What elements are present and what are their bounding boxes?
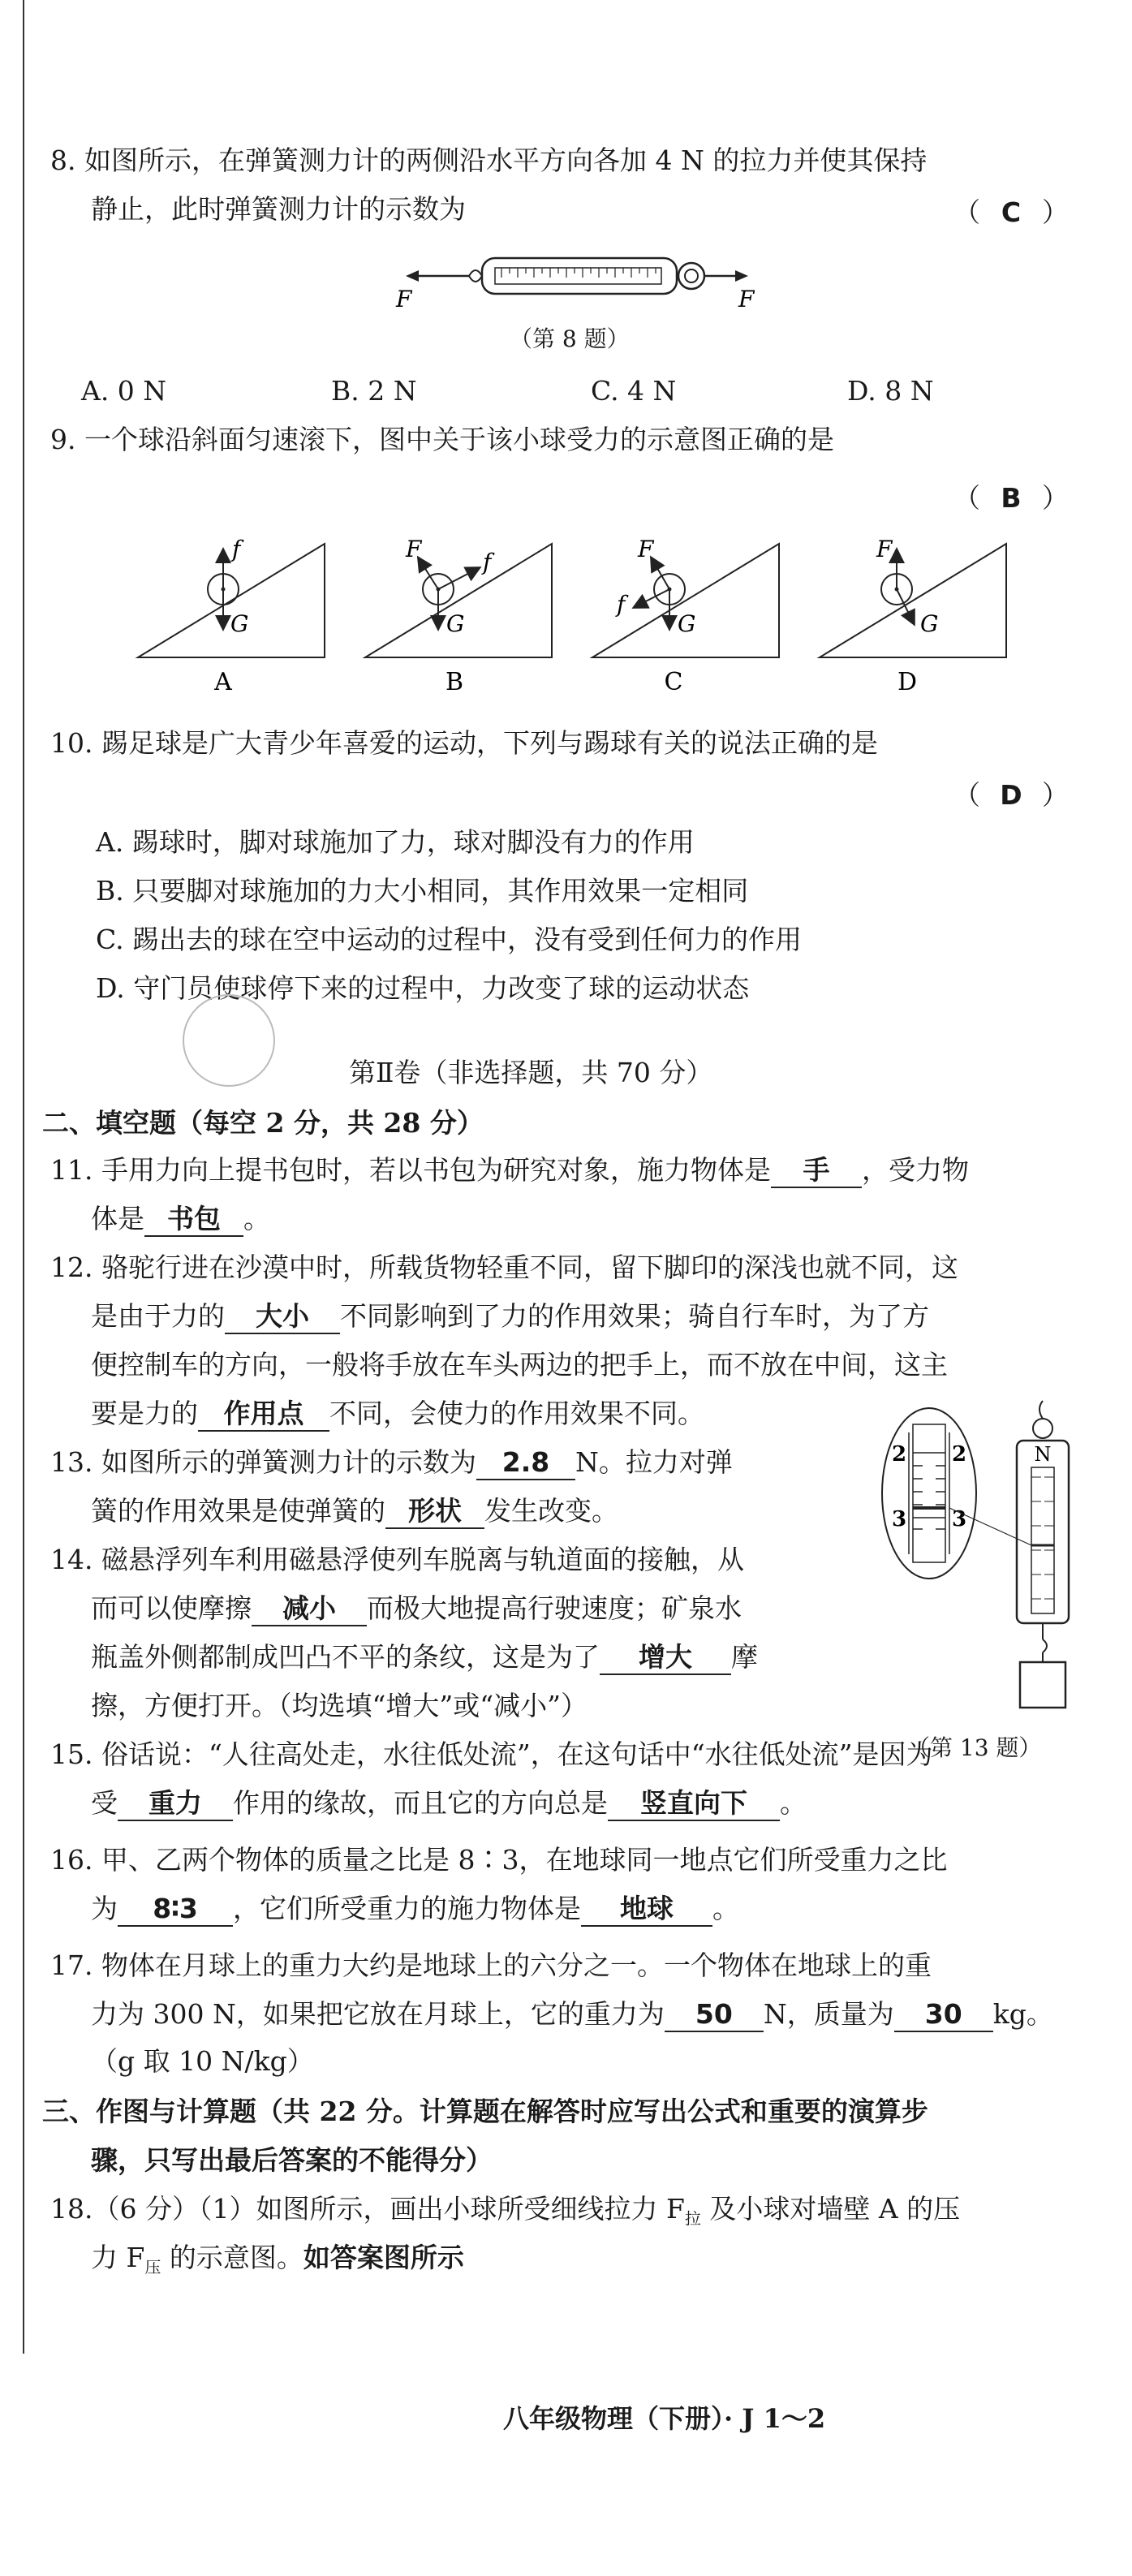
- q10-line1: 10. 踢足球是广大青少年喜爱的运动，下列与踢球有关的说法正确的是: [50, 727, 878, 759]
- q15-line1: 15. 俗话说：“人往高处走，水往低处流”，在这句话中“水往低处流”是因为: [50, 1738, 933, 1770]
- q8-option-a: A. 0 N: [81, 375, 167, 407]
- q15-answer-2: 竖直向下: [608, 1787, 780, 1821]
- q8-option-d: D. 8 N: [847, 375, 934, 407]
- q8-line1: 8. 如图所示，在弹簧测力计的两侧沿水平方向各加 4 N 的拉力并使其保持: [50, 144, 928, 176]
- q18-line2: 力 $F_压$ 的示意图。如答案图所示: [91, 2242, 464, 2277]
- svg-text:G: G: [446, 610, 465, 637]
- sec3-header-line1: 三、作图与计算题（共 22 分。计算题在解答时应写出公式和重要的演算步: [42, 2096, 928, 2127]
- q9-figure-d: [820, 536, 1006, 657]
- q9-answer-paren: （ B ）: [953, 482, 1069, 514]
- q10-option-a: A. 踢球时，脚对球施加了力，球对脚没有力的作用: [96, 826, 695, 858]
- q8-line2: 静止，此时弹簧测力计的示数为: [91, 193, 466, 225]
- page-footer: 八年级物理（下册）· J 1～2: [503, 2403, 826, 2434]
- margin-line: [23, 0, 24, 2354]
- q8-scale-window: [495, 268, 661, 284]
- svg-text:F: F: [406, 536, 422, 562]
- q8-ring-inner: [685, 269, 698, 282]
- svg-text:F: F: [638, 536, 654, 562]
- svg-text:f: f: [617, 591, 626, 618]
- q16-answer-1: 8∶3: [118, 1893, 233, 1927]
- svg-text:2: 2: [892, 1442, 907, 1467]
- q14-line1: 14. 磁悬浮列车利用磁悬浮使列车脱离与轨道面的接触，从: [50, 1544, 744, 1575]
- svg-text:G: G: [230, 610, 249, 637]
- q8-option-c: C. 4 N: [591, 375, 677, 407]
- q8-spring-scale-figure: [381, 235, 755, 317]
- q14-line3: 瓶盖外侧都制成凹凸不平的条纹，这是为了 增大 摩: [91, 1639, 758, 1675]
- q18-line1: 18.（6 分）（1）如图所示，画出小球所受细线拉力 $F_拉$ 及小球对墙壁 A 的压: [50, 2193, 961, 2229]
- q10-option-b: B. 只要脚对球施加的力大小相同，其作用效果一定相同: [96, 875, 749, 907]
- q16-line1: 16. 甲、乙两个物体的质量之比是 8∶3，在地球同一地点它们所受重力之比: [50, 1844, 948, 1876]
- q15-answer-1: 重力: [118, 1787, 233, 1821]
- q8-answer: C: [1001, 196, 1022, 228]
- q9-answer: B: [1001, 482, 1022, 514]
- svg-text:3: 3: [952, 1507, 967, 1531]
- svg-text:2: 2: [952, 1442, 967, 1467]
- q13-weight-block: [1020, 1662, 1065, 1708]
- q16-answer-2: 地球: [581, 1893, 712, 1927]
- q14-line4: 擦，方便打开。（均选填“增大”或“减小”）: [91, 1690, 588, 1721]
- svg-text:G: G: [920, 610, 939, 637]
- q13-answer-1: 2.8: [476, 1446, 575, 1480]
- q12-line3: 便控制车的方向，一般将手放在车头两边的把手上，而不放在中间，这主: [91, 1349, 948, 1381]
- q10-answer-paren: （ D ）: [953, 779, 1069, 811]
- q9-label-d: D: [897, 668, 918, 696]
- q9-label-b: B: [445, 668, 464, 696]
- q9-figure-a: [138, 536, 325, 657]
- sec3-header-line2: 骤，只写出最后答案的不能得分）: [91, 2144, 493, 2176]
- q11-answer-1: 手: [771, 1154, 862, 1188]
- q8-caption: （第 8 题）: [510, 325, 630, 352]
- q8-label-right: F: [738, 286, 755, 312]
- q13-caption: （第 13 题）: [907, 1734, 1042, 1761]
- q10-answer: D: [1000, 779, 1022, 811]
- q17-line3: （g 取 10 N/kg）: [91, 2045, 314, 2077]
- q8-right-arrowhead: [735, 270, 748, 282]
- q14-line2: 而可以使摩擦 减小 而极大地提高行驶速度；矿泉水: [91, 1591, 742, 1626]
- q13-answer-2: 形状: [385, 1495, 484, 1529]
- q17-answer-2: 30: [894, 1998, 993, 2032]
- q13-zoom-ellipse: [882, 1408, 976, 1579]
- q17-answer-1: 50: [665, 1998, 764, 2032]
- q9-label-a: A: [214, 668, 232, 696]
- q8-hook: [469, 270, 482, 282]
- svg-text:N: N: [1034, 1443, 1052, 1466]
- q10-option-c: C. 踢出去的球在空中运动的过程中，没有受到任何力的作用: [96, 924, 803, 955]
- q12-line1: 12. 骆驼行进在沙漠中时，所载货物轻重不同，留下脚印的深浅也就不同，这: [50, 1251, 958, 1283]
- q9-figure-c: [592, 536, 779, 657]
- q17-line2: 力为 300 N，如果把它放在月球上，它的重力为 50 N，质量为 30 kg。: [91, 1997, 1053, 2032]
- q13-line1: 13. 如图所示的弹簧测力计的示数为 2.8 N。拉力对弹: [50, 1445, 733, 1480]
- svg-text:F: F: [876, 536, 893, 562]
- svg-text:3: 3: [892, 1507, 907, 1531]
- fill-section-header: 二、填空题（每空 2 分，共 28 分）: [42, 1107, 484, 1139]
- q9-line1: 9. 一个球沿斜面匀速滚下，图中关于该小球受力的示意图正确的是: [50, 424, 834, 455]
- q11-answer-2: 书包: [144, 1203, 243, 1237]
- stamp-mark: [183, 994, 275, 1087]
- q8-left-arrowhead: [406, 270, 419, 282]
- q10-option-d: D. 守门员使球停下来的过程中，力改变了球的运动状态: [96, 972, 750, 1004]
- q9-label-c: C: [664, 668, 683, 696]
- q13-spring-scale-figure: [880, 1396, 1100, 1721]
- q9-figure-b: [365, 536, 552, 657]
- q14-answer-1: 减小: [252, 1592, 367, 1626]
- q18-answer-note: 如答案图所示: [303, 2242, 464, 2273]
- q12-line2: 是由于力的 大小 不同影响到了力的作用效果；骑自行车时，为了方: [91, 1299, 929, 1334]
- q16-line2: 为 8∶3 ，它们所受重力的施力物体是 地球 。: [91, 1891, 739, 1927]
- svg-text:f: f: [483, 549, 492, 575]
- q8-option-b: B. 2 N: [331, 375, 417, 407]
- section2-title: 第Ⅱ卷（非选择题，共 70 分）: [349, 1057, 713, 1088]
- svg-text:G: G: [678, 610, 696, 637]
- q9-incline-figures: [130, 528, 1022, 706]
- q11-line1: 11. 手用力向上提书包时，若以书包为研究对象，施力物体是 手 ，受力物: [50, 1152, 969, 1188]
- q12-line4: 要是力的 作用点 不同，会使力的作用效果不同。: [91, 1396, 704, 1432]
- q12-answer-1: 大小: [225, 1300, 340, 1334]
- q11-line2: 体是 书包 。: [91, 1201, 270, 1237]
- q15-line2: 受 重力 作用的缘故，而且它的方向总是 竖直向下 。: [91, 1786, 807, 1821]
- q13-line2: 簧的作用效果是使弹簧的 形状 发生改变。: [91, 1493, 618, 1529]
- svg-text:f: f: [232, 536, 241, 562]
- q14-answer-2: 增大: [600, 1641, 731, 1675]
- q8-answer-paren: （ C ）: [953, 196, 1069, 228]
- q8-label-left: F: [396, 286, 412, 312]
- q17-line1: 17. 物体在月球上的重力大约是地球上的六分之一。一个物体在地球上的重: [50, 1949, 932, 1981]
- q12-answer-2: 作用点: [198, 1398, 329, 1432]
